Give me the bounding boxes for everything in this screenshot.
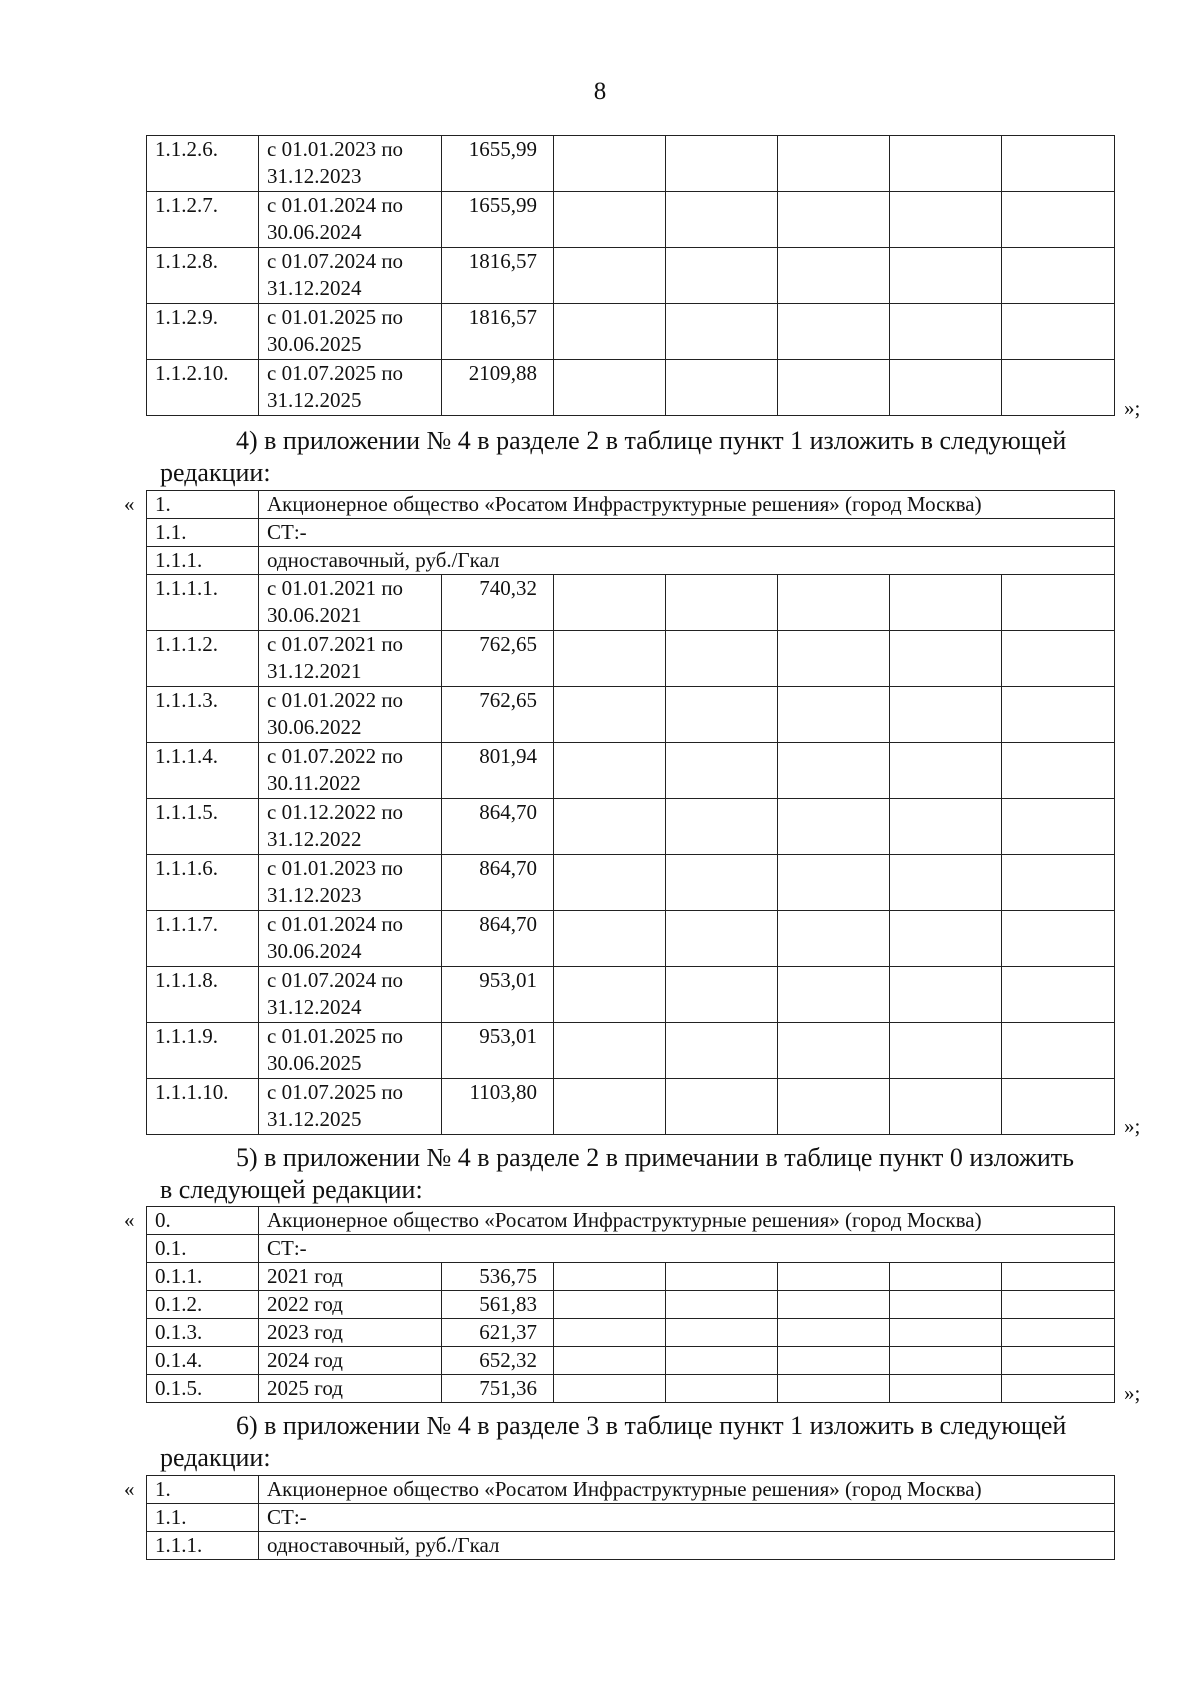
empty-cell [1002, 575, 1115, 631]
empty-cell [1002, 1347, 1115, 1375]
period-cell [259, 967, 442, 1023]
closing-quote: »; [1124, 1114, 1141, 1138]
empty-cell [554, 687, 666, 743]
item-number: 1.1.2.10. [147, 360, 259, 416]
empty-cell [890, 967, 1002, 1023]
tariff-value: 1816,57 [442, 248, 554, 304]
period-start: с 01.01.2023 по [267, 137, 404, 161]
item-number: 1.1.1.3. [147, 687, 259, 743]
empty-cell [890, 855, 1002, 911]
period-cell [259, 360, 442, 416]
empty-cell [666, 1291, 778, 1319]
table-row [147, 799, 1115, 855]
period-cell [259, 1023, 442, 1079]
empty-cell [666, 631, 778, 687]
tariff-table-section-3 [146, 1475, 1115, 1560]
tariff-value: 1655,99 [442, 136, 554, 192]
closing-quote: »; [1124, 396, 1141, 420]
period-end: 31.12.2024 [267, 276, 362, 300]
table-row [147, 248, 1115, 304]
empty-cell [778, 1319, 890, 1347]
paragraph-4-line-1: 4) в приложении № 4 в разделе 2 в таблице пункт 1 изложить в следующей [236, 426, 1067, 455]
tariff-value: 762,65 [442, 631, 554, 687]
empty-cell [890, 1319, 1002, 1347]
empty-cell [554, 360, 666, 416]
item-number: 1.1.1.7. [147, 911, 259, 967]
empty-cell [890, 248, 1002, 304]
empty-cell [666, 1375, 778, 1403]
empty-cell [778, 743, 890, 799]
table-row [147, 687, 1115, 743]
empty-cell [1002, 1079, 1115, 1135]
opening-quote: « [124, 1477, 135, 1501]
period-cell [259, 136, 442, 192]
empty-cell [1002, 360, 1115, 416]
period-end: 30.06.2022 [267, 715, 362, 739]
item-number: 0.1.2. [147, 1291, 259, 1319]
table-row [147, 1347, 1115, 1375]
empty-cell [554, 1263, 666, 1291]
empty-cell [778, 1263, 890, 1291]
empty-cell [890, 360, 1002, 416]
empty-cell [778, 1375, 890, 1403]
item-number: 1.1.1.8. [147, 967, 259, 1023]
empty-cell [1002, 631, 1115, 687]
period-cell [259, 743, 442, 799]
empty-cell [890, 1375, 1002, 1403]
empty-cell [554, 248, 666, 304]
table-row [147, 631, 1115, 687]
item-number: 1.1.2.6. [147, 136, 259, 192]
empty-cell [1002, 1263, 1115, 1291]
period-start: с 01.01.2021 по [267, 576, 404, 600]
item-number: 1.1. [147, 519, 259, 547]
empty-cell [1002, 1023, 1115, 1079]
empty-cell [1002, 743, 1115, 799]
empty-cell [554, 855, 666, 911]
empty-cell [778, 1079, 890, 1135]
empty-cell [778, 1291, 890, 1319]
tariff-table-section-2 [146, 490, 1115, 1135]
empty-cell [778, 799, 890, 855]
table-row [147, 360, 1115, 416]
paragraph-6-line-1: 6) в приложении № 4 в разделе 3 в таблице пункт 1 изложить в следующей [236, 1411, 1067, 1440]
empty-cell [666, 1023, 778, 1079]
year-cell: 2025 год [259, 1375, 442, 1403]
empty-cell [1002, 248, 1115, 304]
tariff-value: 621,37 [442, 1319, 554, 1347]
empty-cell [890, 1263, 1002, 1291]
table-row [147, 1375, 1115, 1403]
item-number: 1.1.1.2. [147, 631, 259, 687]
table-row [147, 855, 1115, 911]
tariff-value: 864,70 [442, 911, 554, 967]
empty-cell [778, 575, 890, 631]
empty-cell [1002, 967, 1115, 1023]
empty-cell [554, 631, 666, 687]
empty-cell [666, 911, 778, 967]
empty-cell [890, 631, 1002, 687]
system-label: СТ:- [259, 1235, 1115, 1263]
period-end: 31.12.2025 [267, 388, 362, 412]
item-number: 0.1.3. [147, 1319, 259, 1347]
table-row [147, 1023, 1115, 1079]
empty-cell [1002, 855, 1115, 911]
tariff-value: 652,32 [442, 1347, 554, 1375]
empty-cell [1002, 799, 1115, 855]
empty-cell [666, 304, 778, 360]
empty-cell [890, 799, 1002, 855]
period-end: 30.06.2021 [267, 603, 362, 627]
item-number: 1.1.1.4. [147, 743, 259, 799]
empty-cell [554, 1079, 666, 1135]
empty-cell [1002, 1375, 1115, 1403]
year-cell: 2024 год [259, 1347, 442, 1375]
period-cell [259, 192, 442, 248]
empty-cell [890, 687, 1002, 743]
empty-cell [778, 1347, 890, 1375]
empty-cell [666, 967, 778, 1023]
tariff-value: 1655,99 [442, 192, 554, 248]
item-number: 1.1.1.5. [147, 799, 259, 855]
empty-cell [778, 631, 890, 687]
period-end: 30.06.2025 [267, 332, 362, 356]
period-start: с 01.01.2025 по [267, 305, 404, 329]
empty-cell [666, 360, 778, 416]
period-start: с 01.01.2024 по [267, 193, 404, 217]
period-start: с 01.07.2021 по [267, 632, 404, 656]
tariff-value: 801,94 [442, 743, 554, 799]
empty-cell [554, 1319, 666, 1347]
table-row [147, 192, 1115, 248]
table-row [147, 136, 1115, 192]
table-row [147, 967, 1115, 1023]
organization-name: Акционерное общество «Росатом Инфраструктурные решения» (город Москва) [259, 491, 1115, 519]
period-end: 31.12.2022 [267, 827, 362, 851]
period-end: 30.06.2024 [267, 220, 362, 244]
page-number: 8 [593, 78, 607, 105]
period-cell [259, 911, 442, 967]
empty-cell [554, 799, 666, 855]
empty-cell [554, 192, 666, 248]
item-number: 1. [147, 491, 259, 519]
table-row [147, 743, 1115, 799]
paragraph-6-line-2: редакции: [160, 1443, 271, 1472]
period-start: с 01.01.2023 по [267, 856, 404, 880]
empty-cell [778, 304, 890, 360]
empty-cell [890, 1079, 1002, 1135]
empty-cell [1002, 687, 1115, 743]
table-row [147, 1079, 1115, 1135]
item-number: 1.1.2.9. [147, 304, 259, 360]
system-label: СТ:- [259, 519, 1115, 547]
empty-cell [1002, 304, 1115, 360]
year-cell: 2022 год [259, 1291, 442, 1319]
opening-quote: « [124, 492, 135, 516]
empty-cell [1002, 136, 1115, 192]
empty-cell [554, 1023, 666, 1079]
tariff-value: 561,83 [442, 1291, 554, 1319]
period-end: 30.06.2024 [267, 939, 362, 963]
empty-cell [778, 360, 890, 416]
period-cell [259, 799, 442, 855]
tariff-type: одноставочный, руб./Гкал [259, 1532, 1115, 1560]
empty-cell [666, 1263, 778, 1291]
empty-cell [554, 1375, 666, 1403]
table-row [147, 304, 1115, 360]
empty-cell [890, 304, 1002, 360]
table-row [147, 1291, 1115, 1319]
empty-cell [778, 248, 890, 304]
empty-cell [778, 1023, 890, 1079]
empty-cell [890, 1291, 1002, 1319]
empty-cell [890, 575, 1002, 631]
tariff-value: 536,75 [442, 1263, 554, 1291]
tariff-table-continuation [146, 135, 1115, 416]
empty-cell [666, 1079, 778, 1135]
empty-cell [666, 575, 778, 631]
tariff-value: 1816,57 [442, 304, 554, 360]
period-end: 31.12.2023 [267, 164, 362, 188]
empty-cell [554, 136, 666, 192]
item-number: 1.1.1.9. [147, 1023, 259, 1079]
item-number: 1.1.1. [147, 1532, 259, 1560]
closing-quote: »; [1124, 1381, 1141, 1405]
period-end: 31.12.2024 [267, 995, 362, 1019]
empty-cell [778, 136, 890, 192]
item-number: 1.1.1.10. [147, 1079, 259, 1135]
tariff-value: 762,65 [442, 687, 554, 743]
table-row [147, 575, 1115, 631]
tariff-value: 864,70 [442, 799, 554, 855]
empty-cell [778, 967, 890, 1023]
empty-cell [1002, 1291, 1115, 1319]
item-number: 0.1.5. [147, 1375, 259, 1403]
empty-cell [890, 1347, 1002, 1375]
empty-cell [554, 575, 666, 631]
paragraph-4-line-2: редакции: [160, 458, 271, 487]
empty-cell [666, 192, 778, 248]
empty-cell [554, 743, 666, 799]
tariff-value: 740,32 [442, 575, 554, 631]
item-number: 1.1.1. [147, 547, 259, 575]
tariff-value: 953,01 [442, 1023, 554, 1079]
empty-cell [1002, 192, 1115, 248]
paragraph-5-line-1: 5) в приложении № 4 в разделе 2 в примечании в таблице пункт 0 изложить [236, 1143, 1075, 1172]
item-number: 1.1.1.1. [147, 575, 259, 631]
period-end: 31.12.2025 [267, 1107, 362, 1131]
period-start: с 01.07.2025 по [267, 1080, 404, 1104]
period-end: 30.11.2022 [267, 771, 361, 795]
item-number: 1.1.2.7. [147, 192, 259, 248]
table-row [147, 1319, 1115, 1347]
period-start: с 01.07.2025 по [267, 361, 404, 385]
tariff-value: 953,01 [442, 967, 554, 1023]
empty-cell [666, 1347, 778, 1375]
empty-cell [666, 855, 778, 911]
period-cell [259, 855, 442, 911]
organization-name: Акционерное общество «Росатом Инфраструктурные решения» (город Москва) [259, 1476, 1115, 1504]
tariff-value: 2109,88 [442, 360, 554, 416]
item-number: 1.1.1.6. [147, 855, 259, 911]
empty-cell [778, 687, 890, 743]
period-start: с 01.01.2022 по [267, 688, 404, 712]
table-row [147, 1263, 1115, 1291]
empty-cell [1002, 1319, 1115, 1347]
empty-cell [666, 799, 778, 855]
item-number: 0. [147, 1207, 259, 1235]
period-cell [259, 631, 442, 687]
empty-cell [666, 136, 778, 192]
opening-quote: « [124, 1208, 135, 1232]
empty-cell [890, 911, 1002, 967]
period-end: 31.12.2021 [267, 659, 362, 683]
empty-cell [778, 855, 890, 911]
empty-cell [666, 1319, 778, 1347]
system-label: СТ:- [259, 1504, 1115, 1532]
empty-cell [666, 248, 778, 304]
empty-cell [890, 192, 1002, 248]
organization-name: Акционерное общество «Росатом Инфраструктурные решения» (город Москва) [259, 1207, 1115, 1235]
empty-cell [554, 304, 666, 360]
empty-cell [890, 136, 1002, 192]
item-number: 0.1.1. [147, 1263, 259, 1291]
paragraph-5-line-2: в следующей редакции: [160, 1175, 423, 1204]
period-cell [259, 304, 442, 360]
tariff-value: 864,70 [442, 855, 554, 911]
empty-cell [554, 911, 666, 967]
year-cell: 2021 год [259, 1263, 442, 1291]
item-number: 0.1. [147, 1235, 259, 1263]
period-cell [259, 687, 442, 743]
empty-cell [778, 192, 890, 248]
period-start: с 01.07.2022 по [267, 744, 404, 768]
tariff-value: 751,36 [442, 1375, 554, 1403]
empty-cell [778, 911, 890, 967]
empty-cell [666, 687, 778, 743]
period-end: 30.06.2025 [267, 1051, 362, 1075]
period-start: с 01.12.2022 по [267, 800, 404, 824]
empty-cell [890, 1023, 1002, 1079]
tariff-value: 1103,80 [442, 1079, 554, 1135]
table-row [147, 911, 1115, 967]
item-number: 0.1.4. [147, 1347, 259, 1375]
empty-cell [890, 743, 1002, 799]
empty-cell [554, 967, 666, 1023]
period-cell [259, 575, 442, 631]
tariff-type: одноставочный, руб./Гкал [259, 547, 1115, 575]
note-table-section-2 [146, 1206, 1115, 1403]
empty-cell [666, 743, 778, 799]
item-number: 1. [147, 1476, 259, 1504]
item-number: 1.1. [147, 1504, 259, 1532]
period-start: с 01.01.2024 по [267, 912, 404, 936]
empty-cell [1002, 911, 1115, 967]
year-cell: 2023 год [259, 1319, 442, 1347]
period-start: с 01.01.2025 по [267, 1024, 404, 1048]
item-number: 1.1.2.8. [147, 248, 259, 304]
empty-cell [554, 1291, 666, 1319]
period-cell [259, 1079, 442, 1135]
period-start: с 01.07.2024 по [267, 249, 404, 273]
period-cell [259, 248, 442, 304]
period-start: с 01.07.2024 по [267, 968, 404, 992]
period-end: 31.12.2023 [267, 883, 362, 907]
empty-cell [554, 1347, 666, 1375]
